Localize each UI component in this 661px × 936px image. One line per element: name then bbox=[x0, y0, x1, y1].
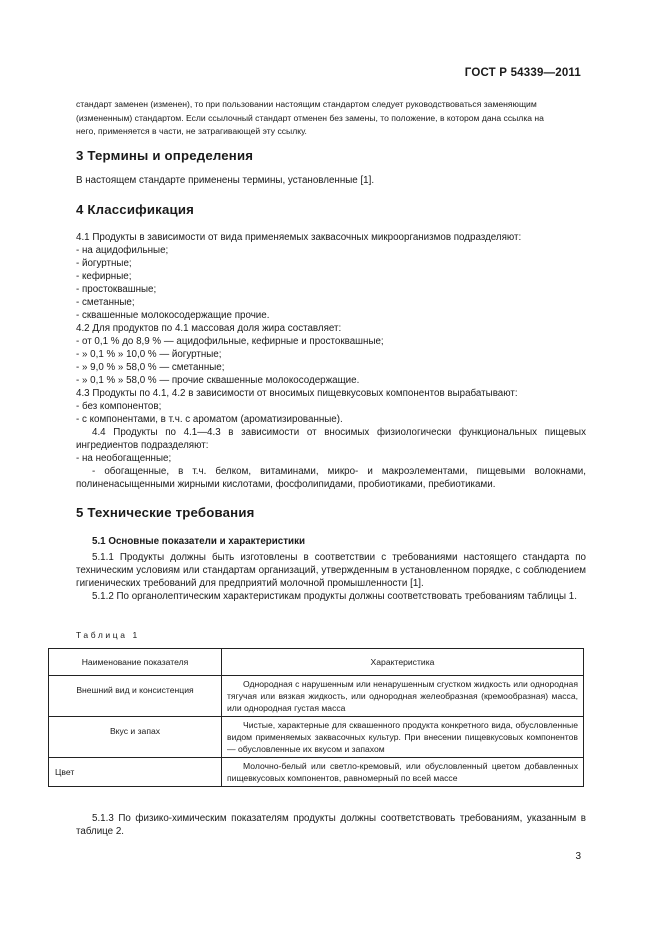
list-line: - » 0,1 % » 10,0 % — йогуртные; bbox=[76, 349, 222, 360]
indicator-value: Молочно-белый или светло-кремовый, или обусловленный цветом добавленных пищевкусовых компонентов, равномерный по всей массе bbox=[222, 758, 584, 787]
characteristics-table bbox=[48, 648, 584, 787]
subsection-5-1-heading: 5.1 Основные показатели и характеристики bbox=[92, 536, 305, 547]
list-line: - простоквашные; bbox=[76, 284, 157, 295]
table-header-row bbox=[49, 649, 584, 676]
table-row bbox=[49, 676, 584, 717]
paragraph-4-4: 4.4 Продукты по 4.1—4.3 в зависимости от вносимых физиологически функциональных пищевых ингредиентов подразделяют: bbox=[76, 427, 586, 451]
list-line: - с компонентами, в т.ч. с ароматом (ароматизированные). bbox=[76, 414, 343, 425]
document-id: ГОСТ Р 54339—2011 bbox=[464, 67, 581, 79]
column-header: Характеристика bbox=[222, 649, 584, 676]
list-line: - без компонентов; bbox=[76, 401, 162, 412]
indicator-value: Однородная с нарушенным или ненарушенным сгустком жидкость или однородная тягучая или вязкая жидкость, или однородная желеобразная (кремообразная) масса, или однородная густая масса bbox=[222, 676, 584, 717]
paragraph-5-1-3: 5.1.3 По физико-химическим показателям продукты должны соответствовать требованиям, указанным в таблице 2. bbox=[76, 813, 586, 837]
table-row bbox=[49, 758, 584, 787]
section-4-body bbox=[76, 231, 586, 491]
indicator-name: Вкус и запах bbox=[49, 717, 222, 758]
list-line: - на необогащенные; bbox=[76, 453, 172, 464]
section-5-body bbox=[76, 551, 586, 603]
intro-line: него, применяется в части, не затрагивающей эту ссылку. bbox=[76, 126, 307, 136]
list-line: - обогащенные, в т.ч. белком, витаминами, микро- и макроэлементами, пищевыми волокнами, полиненасыщенными жирными кислотами, фосфолипидами, пробиотиками, пребиотиками. bbox=[76, 466, 586, 490]
list-line: - йогуртные; bbox=[76, 258, 132, 269]
section-3-text: В настоящем стандарте применены термины, установленные [1]. bbox=[76, 175, 375, 186]
indicator-value: Чистые, характерные для сквашенного продукта конкретного вида, обусловленные видом применяемых заквасочных культур. При внесении пищевкусовых компонентов — обусловленные их вкусом и запахом bbox=[222, 717, 584, 758]
list-line: - сметанные; bbox=[76, 297, 135, 308]
page-number: 3 bbox=[575, 851, 581, 862]
intro-line: стандарт заменен (изменен), то при пользовании настоящим стандартом следует руководствоваться заменяющим bbox=[76, 99, 537, 109]
list-line: - сквашенные молокосодержащие прочие. bbox=[76, 310, 270, 321]
indicator-name: Внешний вид и консистенция bbox=[49, 676, 222, 717]
table-caption: Таблица 1 bbox=[76, 630, 140, 640]
paragraph-5-1-1: 5.1.1 Продукты должны быть изготовлены в соответствии с требованиями настоящего стандарта по техническим условиям или стандартам организаций, утвержденным в установленном порядке, с соблюдением гигиенических требований для предприятий молочной промышленности [1]. bbox=[76, 552, 586, 589]
section-5-heading: 5 Технические требования bbox=[76, 505, 255, 520]
list-line: 4.1 Продукты в зависимости от вида применяемых заквасочных микроорганизмов подразделяют: bbox=[76, 232, 522, 243]
column-header: Наименование показателя bbox=[49, 649, 222, 676]
section-5-footer-body bbox=[76, 812, 586, 838]
intro-paragraph bbox=[76, 98, 586, 139]
table-row bbox=[49, 717, 584, 758]
indicator-name: Цвет bbox=[49, 758, 222, 787]
list-line: 4.3 Продукты по 4.1, 4.2 в зависимости от вносимых пищевкусовых компонентов вырабатывают: bbox=[76, 388, 518, 399]
list-line: - » 9,0 % » 58,0 % — сметанные; bbox=[76, 362, 225, 373]
list-line: - кефирные; bbox=[76, 271, 132, 282]
list-line: - на ацидофильные; bbox=[76, 245, 169, 256]
section-3-heading: 3 Термины и определения bbox=[76, 148, 254, 163]
list-line: 4.2 Для продуктов по 4.1 массовая доля жира составляет: bbox=[76, 323, 342, 334]
list-line: - » 0,1 % » 58,0 % — прочие сквашенные молокосодержащие. bbox=[76, 375, 360, 386]
intro-line: (измененным) стандартом. Если ссылочный стандарт отменен без замены, то положение, в котором дана ссылка на bbox=[76, 112, 544, 123]
list-line: - от 0,1 % до 8,9 % — ацидофильные, кефирные и простоквашные; bbox=[76, 336, 384, 347]
section-4-heading: 4 Классификация bbox=[76, 202, 195, 217]
paragraph-5-1-2: 5.1.2 По органолептическим характеристикам продукты должны соответствовать требованиям таблицы 1. bbox=[92, 591, 577, 602]
